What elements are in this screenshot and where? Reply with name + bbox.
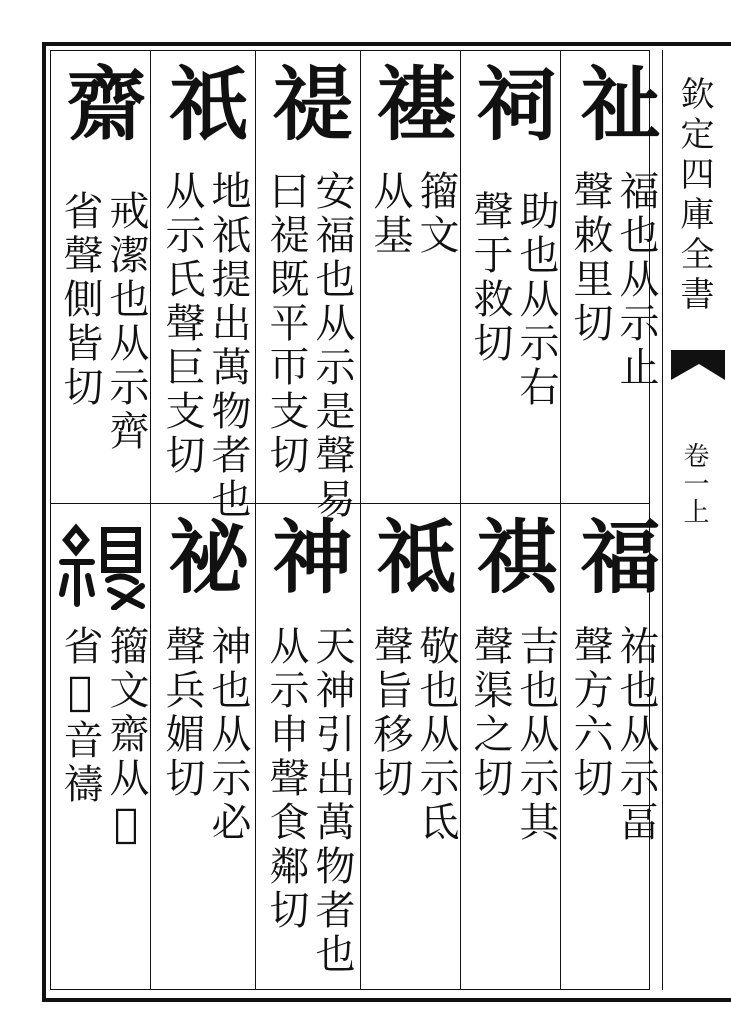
- seal-char: 祠: [463, 62, 557, 136]
- gloss-line: 祐也从示畐: [613, 625, 659, 845]
- gloss-line: 聲方六切: [567, 625, 613, 801]
- gloss-line: 吉也从示其: [513, 625, 559, 845]
- gloss-line: 从基: [367, 170, 413, 258]
- seal-char: 祕: [155, 515, 249, 589]
- gloss-line: 敬也从示氐: [413, 625, 459, 845]
- gloss-line: 聲于救切: [467, 190, 513, 366]
- gloss-line: 戒潔也从示齊: [103, 190, 149, 454]
- gloss-line: 籀文: [413, 170, 459, 258]
- gloss-line: 聲兵媚切: [159, 625, 205, 801]
- seal-char: 祇: [155, 62, 249, 136]
- seal-char: 祺: [463, 515, 557, 589]
- gloss-line: 曰禔既平帀支切: [263, 170, 309, 478]
- page-margin: [662, 50, 731, 990]
- seal-glyph-picture: [58, 520, 148, 610]
- column-divider: [360, 50, 361, 990]
- seal-char: 禔: [259, 62, 353, 136]
- volume-label: 卷一上: [679, 442, 709, 526]
- gloss-line: 天神引出萬物者也: [309, 625, 355, 977]
- seal-char: 禥: [363, 62, 457, 136]
- seal-char: 福: [567, 515, 661, 589]
- gloss-line: 从示申聲食鄰切: [263, 625, 309, 933]
- gloss-line: 神也从示必: [205, 625, 251, 845]
- gloss-line: 福也从示止: [613, 170, 659, 390]
- gloss-line: 省𩒨音禱: [57, 625, 103, 807]
- gloss-line: 聲旨移切: [367, 625, 413, 801]
- gloss-line: 聲敕里切: [567, 170, 613, 346]
- seal-char: 齋: [53, 62, 147, 136]
- column-divider: [460, 50, 461, 990]
- gloss-line: 助也从示右: [513, 190, 559, 410]
- book-title: 欽定四庫全書: [674, 76, 714, 316]
- column-divider: [560, 50, 561, 990]
- fishtail-mark-icon: [671, 350, 725, 380]
- gloss-line: 地祇提出萬物者也: [205, 170, 251, 522]
- gloss-line: 安福也从示是聲易: [309, 170, 355, 522]
- seal-char: 祗: [363, 515, 457, 589]
- seal-char: 神: [259, 515, 353, 589]
- gloss-line: 聲渠之切: [467, 625, 513, 801]
- column-divider: [255, 50, 256, 990]
- gloss-line: 从示氏聲巨支切: [159, 170, 205, 478]
- gloss-line: 省聲側皆切: [57, 190, 103, 410]
- column-divider: [150, 50, 151, 990]
- gloss-line: 籀文齋从𩒨: [103, 625, 149, 851]
- seal-char: 祉: [567, 62, 661, 136]
